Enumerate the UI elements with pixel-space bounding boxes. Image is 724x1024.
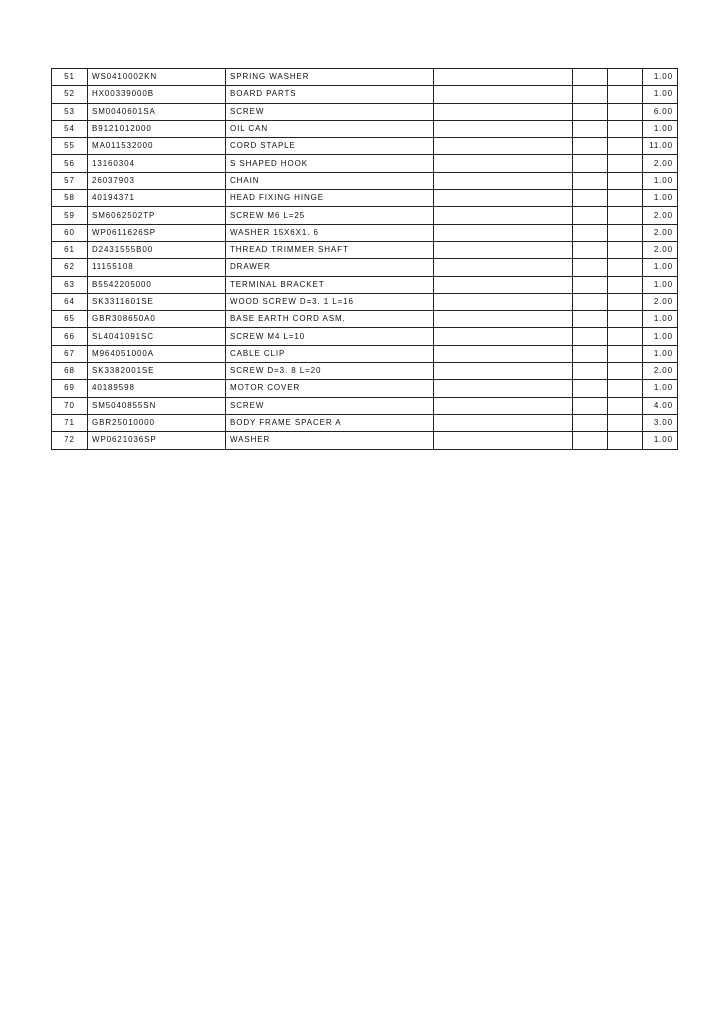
empty-cell — [434, 397, 573, 414]
description-cell: CABLE CLIP — [226, 345, 434, 362]
description-cell: TERMINAL BRACKET — [226, 276, 434, 293]
description-cell: S SHAPED HOOK — [226, 155, 434, 172]
empty-cell — [573, 155, 608, 172]
item-number-cell: 68 — [52, 363, 88, 380]
quantity-cell: 1.00 — [643, 120, 678, 137]
description-cell: WOOD SCREW D=3. 1 L=16 — [226, 293, 434, 310]
empty-cell — [434, 259, 573, 276]
empty-cell — [434, 380, 573, 397]
empty-cell — [573, 103, 608, 120]
part-number-cell: SK3382001SE — [88, 363, 226, 380]
item-number-cell: 60 — [52, 224, 88, 241]
item-number-cell: 67 — [52, 345, 88, 362]
empty-cell — [608, 259, 643, 276]
empty-cell — [608, 414, 643, 431]
quantity-cell: 2.00 — [643, 241, 678, 258]
empty-cell — [608, 190, 643, 207]
empty-cell — [434, 345, 573, 362]
empty-cell — [608, 69, 643, 86]
part-number-cell: D2431555B00 — [88, 241, 226, 258]
item-number-cell: 61 — [52, 241, 88, 258]
quantity-cell: 2.00 — [643, 363, 678, 380]
empty-cell — [573, 172, 608, 189]
table-row — [52, 86, 678, 103]
table-row — [52, 224, 678, 241]
empty-cell — [608, 328, 643, 345]
part-number-cell: 40194371 — [88, 190, 226, 207]
empty-cell — [573, 207, 608, 224]
item-number-cell: 69 — [52, 380, 88, 397]
empty-cell — [608, 363, 643, 380]
table-row — [52, 138, 678, 155]
table-row — [52, 363, 678, 380]
part-number-cell: MA011532000 — [88, 138, 226, 155]
quantity-cell: 1.00 — [643, 190, 678, 207]
empty-cell — [608, 120, 643, 137]
table-row — [52, 311, 678, 328]
item-number-cell: 71 — [52, 414, 88, 431]
quantity-cell: 2.00 — [643, 207, 678, 224]
quantity-cell: 2.00 — [643, 224, 678, 241]
part-number-cell: GBR308650A0 — [88, 311, 226, 328]
table-row — [52, 276, 678, 293]
table-row — [52, 190, 678, 207]
table-row — [52, 103, 678, 120]
item-number-cell: 54 — [52, 120, 88, 137]
quantity-cell: 1.00 — [643, 259, 678, 276]
table-row — [52, 120, 678, 137]
description-cell: BODY FRAME SPACER A — [226, 414, 434, 431]
table-row — [52, 207, 678, 224]
item-number-cell: 53 — [52, 103, 88, 120]
empty-cell — [608, 103, 643, 120]
description-cell: OIL CAN — [226, 120, 434, 137]
quantity-cell: 2.00 — [643, 155, 678, 172]
part-number-cell: B9121012000 — [88, 120, 226, 137]
empty-cell — [434, 414, 573, 431]
part-number-cell: HX00339000B — [88, 86, 226, 103]
empty-cell — [573, 241, 608, 258]
table-row — [52, 293, 678, 310]
empty-cell — [608, 155, 643, 172]
quantity-cell: 1.00 — [643, 276, 678, 293]
part-number-cell: 26037903 — [88, 172, 226, 189]
table-row — [52, 345, 678, 362]
part-number-cell: B5542205000 — [88, 276, 226, 293]
item-number-cell: 70 — [52, 397, 88, 414]
empty-cell — [434, 432, 573, 449]
description-cell: SCREW M6 L=25 — [226, 207, 434, 224]
empty-cell — [608, 432, 643, 449]
empty-cell — [573, 224, 608, 241]
item-number-cell: 56 — [52, 155, 88, 172]
empty-cell — [608, 345, 643, 362]
part-number-cell: SM0040601SA — [88, 103, 226, 120]
quantity-cell: 1.00 — [643, 345, 678, 362]
table-row — [52, 69, 678, 86]
part-number-cell: 11155108 — [88, 259, 226, 276]
empty-cell — [608, 276, 643, 293]
part-number-cell: SM5040855SN — [88, 397, 226, 414]
empty-cell — [573, 363, 608, 380]
empty-cell — [434, 120, 573, 137]
item-number-cell: 66 — [52, 328, 88, 345]
empty-cell — [573, 328, 608, 345]
quantity-cell: 1.00 — [643, 380, 678, 397]
item-number-cell: 59 — [52, 207, 88, 224]
item-number-cell: 64 — [52, 293, 88, 310]
table-row — [52, 328, 678, 345]
table-row — [52, 172, 678, 189]
table-row — [52, 432, 678, 449]
empty-cell — [608, 380, 643, 397]
empty-cell — [573, 120, 608, 137]
item-number-cell: 72 — [52, 432, 88, 449]
description-cell: BOARD PARTS — [226, 86, 434, 103]
quantity-cell: 4.00 — [643, 397, 678, 414]
empty-cell — [434, 241, 573, 258]
item-number-cell: 62 — [52, 259, 88, 276]
empty-cell — [573, 380, 608, 397]
description-cell: WASHER — [226, 432, 434, 449]
quantity-cell: 6.00 — [643, 103, 678, 120]
description-cell: SCREW — [226, 397, 434, 414]
table-row — [52, 397, 678, 414]
item-number-cell: 51 — [52, 69, 88, 86]
parts-list-table — [51, 68, 678, 450]
empty-cell — [434, 224, 573, 241]
empty-cell — [608, 224, 643, 241]
empty-cell — [608, 397, 643, 414]
empty-cell — [573, 86, 608, 103]
part-number-cell: SM6062502TP — [88, 207, 226, 224]
item-number-cell: 57 — [52, 172, 88, 189]
part-number-cell: WS0410002KN — [88, 69, 226, 86]
quantity-cell: 1.00 — [643, 432, 678, 449]
description-cell: SCREW D=3. 8 L=20 — [226, 363, 434, 380]
item-number-cell: 55 — [52, 138, 88, 155]
item-number-cell: 63 — [52, 276, 88, 293]
table-row — [52, 241, 678, 258]
part-number-cell: 13160304 — [88, 155, 226, 172]
empty-cell — [608, 172, 643, 189]
description-cell: MOTOR COVER — [226, 380, 434, 397]
description-cell: SCREW — [226, 103, 434, 120]
description-cell: CORD STAPLE — [226, 138, 434, 155]
table-row — [52, 259, 678, 276]
description-cell: HEAD FIXING HINGE — [226, 190, 434, 207]
empty-cell — [573, 190, 608, 207]
empty-cell — [434, 138, 573, 155]
quantity-cell: 1.00 — [643, 172, 678, 189]
empty-cell — [573, 69, 608, 86]
item-number-cell: 58 — [52, 190, 88, 207]
empty-cell — [573, 259, 608, 276]
quantity-cell: 11.00 — [643, 138, 678, 155]
empty-cell — [573, 311, 608, 328]
empty-cell — [434, 155, 573, 172]
part-number-cell: M964051000A — [88, 345, 226, 362]
empty-cell — [608, 138, 643, 155]
empty-cell — [434, 363, 573, 380]
description-cell: SCREW M4 L=10 — [226, 328, 434, 345]
table-row — [52, 380, 678, 397]
empty-cell — [434, 207, 573, 224]
description-cell: THREAD TRIMMER SHAFT — [226, 241, 434, 258]
description-cell: DRAWER — [226, 259, 434, 276]
empty-cell — [434, 190, 573, 207]
part-number-cell: WP0621036SP — [88, 432, 226, 449]
empty-cell — [573, 432, 608, 449]
quantity-cell: 1.00 — [643, 311, 678, 328]
empty-cell — [434, 103, 573, 120]
quantity-cell: 3.00 — [643, 414, 678, 431]
empty-cell — [434, 293, 573, 310]
item-number-cell: 65 — [52, 311, 88, 328]
empty-cell — [608, 311, 643, 328]
empty-cell — [434, 276, 573, 293]
description-cell: BASE EARTH CORD ASM. — [226, 311, 434, 328]
parts-list-body — [52, 69, 678, 450]
table-row — [52, 155, 678, 172]
empty-cell — [573, 138, 608, 155]
quantity-cell: 2.00 — [643, 293, 678, 310]
empty-cell — [608, 86, 643, 103]
empty-cell — [434, 311, 573, 328]
empty-cell — [573, 293, 608, 310]
empty-cell — [608, 207, 643, 224]
empty-cell — [573, 276, 608, 293]
part-number-cell: 40189598 — [88, 380, 226, 397]
table-row — [52, 414, 678, 431]
empty-cell — [573, 345, 608, 362]
quantity-cell: 1.00 — [643, 69, 678, 86]
empty-cell — [608, 293, 643, 310]
part-number-cell: GBR25010000 — [88, 414, 226, 431]
part-number-cell: WP0611626SP — [88, 224, 226, 241]
part-number-cell: SK3311601SE — [88, 293, 226, 310]
description-cell: SPRING WASHER — [226, 69, 434, 86]
empty-cell — [573, 414, 608, 431]
empty-cell — [434, 172, 573, 189]
quantity-cell: 1.00 — [643, 328, 678, 345]
empty-cell — [573, 397, 608, 414]
item-number-cell: 52 — [52, 86, 88, 103]
empty-cell — [608, 241, 643, 258]
empty-cell — [434, 328, 573, 345]
description-cell: WASHER 15X6X1. 6 — [226, 224, 434, 241]
empty-cell — [434, 69, 573, 86]
empty-cell — [434, 86, 573, 103]
description-cell: CHAIN — [226, 172, 434, 189]
part-number-cell: SL4041091SC — [88, 328, 226, 345]
quantity-cell: 1.00 — [643, 86, 678, 103]
